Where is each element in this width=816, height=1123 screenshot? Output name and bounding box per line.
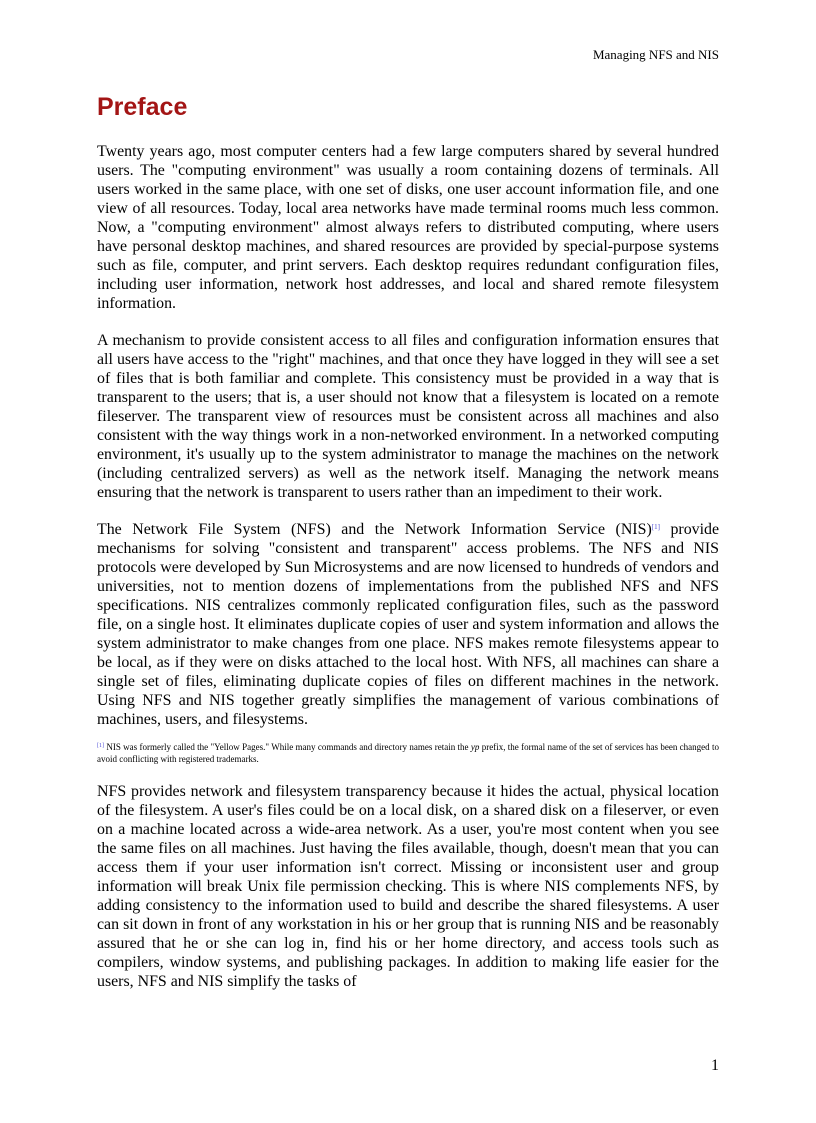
footnote-text-b: prefix, the formal name of the set of services has been changed to avoid conflicting with registered trademarks.	[97, 742, 719, 764]
paragraph-3	[97, 520, 719, 729]
footnote-marker: [1]	[97, 743, 104, 749]
footnote-reference-link[interactable]: [1]	[651, 523, 660, 531]
footnote	[97, 742, 719, 765]
running-header: Managing NFS and NIS	[592, 47, 719, 62]
body-text	[97, 142, 719, 1009]
footnote-emphasis: yp	[470, 742, 480, 752]
paragraph-3-text-b: provide mechanisms for solving "consistent and transparent" access problems. The NFS and NIS protocols were developed by Sun Microsystems and are now licensed to hundreds of vendors and universities, not to mention dozens of implementations from the published NFS and NFS specifications. NIS centralizes commonly replicated configuration files, such as the password file, on a single host. It eliminates duplicate copies of user and system information and allows the system administrator to make changes from one place. NFS makes remote filesystems appear to be local, as if they were on disks attached to the local host. With NFS, all machines can share a single set of files, eliminating duplicate copies of files on different machines in the network. Using NFS and NIS together greatly simplifies the management of various combinations of machines, users, and filesystems.	[97, 521, 719, 728]
paragraph-1: Twenty years ago, most computer centers had a few large computers shared by several hundred users. The "computing environment" was usually a room containing dozens of terminals. All users worked in the same place, with one set of disks, one user account information file, and one view of all resources. Today, local area networks have made terminal rooms much less common. Now, a "computing environment" almost always refers to distributed computing, where users have personal desktop machines, and shared resources are provided by special-purpose systems such as file, computer, and print servers. Each desktop requires redundant configuration files, including user information, network host addresses, and local and shared remote filesystem information.	[97, 143, 719, 312]
paragraph-4: NFS provides network and filesystem transparency because it hides the actual, physical location of the filesystem. A user's files could be on a local disk, on a shared disk on a fileserver, or even on a machine located across a wide-area network. As a user, you're most content when you see the same files on all machines. Just having the files available, though, doesn't mean that you can access them if your user information isn't correct. Missing or inconsistent user and group information will break Unix file permission checking. This is where NIS complements NFS, by adding consistency to the information used to build and describe the shared filesystems. A user can sit down in front of any workstation in his or her group that is running NIS and be reasonably assured that he or she can log in, find his or her home directory, and access tools such as compilers, window systems, and publishing packages. In addition to making life easier for the users, NFS and NIS simplify the tasks of	[97, 783, 719, 990]
footnote-text-a: NIS was formerly called the "Yellow Pages." While many commands and directory names retain the	[104, 742, 471, 752]
page-title: Preface	[97, 93, 188, 121]
paragraph-2: A mechanism to provide consistent access to all files and configuration information ensures that all users have access to the "right" machines, and that once they have logged in they will see a set of files that is both familiar and complete. This consistency must be provided in a way that is transparent to the users; that is, a user should not know that a filesystem is located on a remote fileserver. The transparent view of resources must be consistent across all machines and also consistent with the way things work in a non-networked environment. In a networked computing environment, it's usually up to the system administrator to manage the machines on the network (including centralized servers) as well as the network itself. Managing the network means ensuring that the network is transparent to users rather than an impediment to their work.	[97, 332, 719, 501]
paragraph-3-text-a: The Network File System (NFS) and the Network Information Service (NIS)	[97, 521, 652, 538]
page-number: 1	[711, 1057, 719, 1074]
